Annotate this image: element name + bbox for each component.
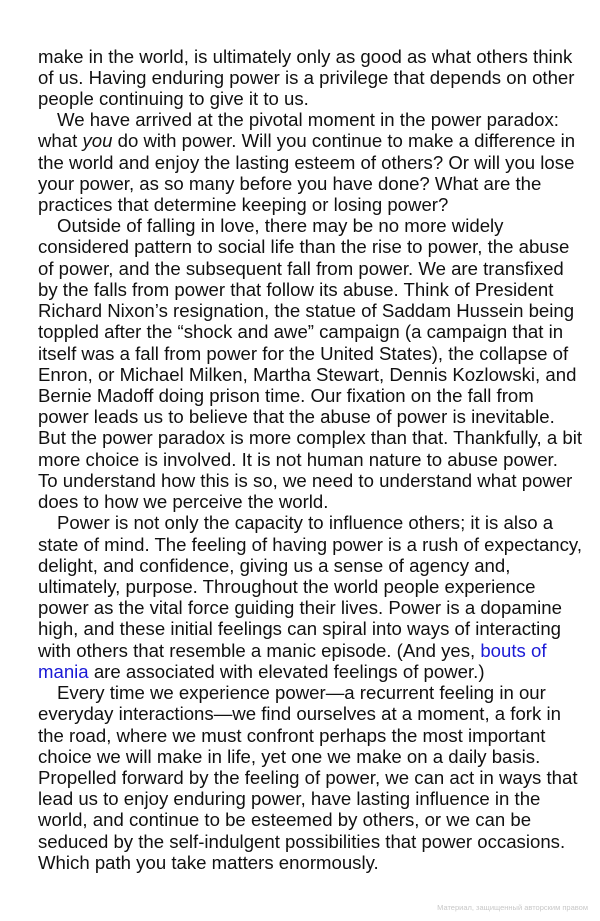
text-segment: by the falls from power that follow its abuse. Think of President <box>38 278 554 300</box>
text-segment: Enron, or Michael Milken, Martha Stewart, Dennis Kozlowski, and <box>38 363 577 385</box>
text-line <box>38 258 564 279</box>
text-line <box>57 682 546 703</box>
text-line <box>38 767 578 788</box>
text-segment: do with power. Will you continue to make a difference in <box>112 130 576 152</box>
bouts-of-mania-link[interactable]: bouts of <box>480 639 547 661</box>
text-segment: Every time we experience power—a recurrent feeling in our <box>57 682 546 704</box>
text-segment: Power is not only the capacity to influence others; it is also a <box>57 512 554 534</box>
text-line <box>38 703 561 724</box>
text-line <box>38 449 558 470</box>
text-segment: world, and continue to be esteemed by others, or we can be <box>38 809 532 831</box>
text-line <box>57 512 553 533</box>
text-segment: To understand how this is so, we need to understand what power <box>38 469 573 491</box>
text-line <box>38 852 379 873</box>
text-line <box>38 300 574 321</box>
text-line <box>38 661 485 682</box>
emphasis-text: you <box>82 130 113 152</box>
text-line <box>38 46 572 67</box>
text-line <box>38 236 569 257</box>
text-line <box>38 555 510 576</box>
text-line <box>38 470 572 491</box>
text-segment: lead us to enjoy enduring power, have lasting influence in the <box>38 788 541 810</box>
text-segment: your power, as so many before you have done? What are the <box>38 172 542 194</box>
text-line <box>38 809 531 830</box>
text-line <box>38 576 536 597</box>
text-segment: the road, where we must confront perhaps the most important <box>38 724 546 746</box>
text-line <box>38 385 534 406</box>
text-segment: what <box>38 130 83 152</box>
text-line <box>38 597 562 618</box>
text-segment: power leads us to believe that the abuse of power is inevitable. <box>38 406 555 428</box>
text-segment: We have arrived at the pivotal moment in the power paradox: <box>57 109 559 131</box>
text-segment: Outside of falling in love, there may be no more widely <box>57 215 504 237</box>
text-line <box>38 491 328 512</box>
text-segment: delight, and confidence, giving us a sense of agency and, <box>38 554 511 576</box>
text-segment: does to how we perceive the world. <box>38 491 329 513</box>
text-segment: choice we will make in life, yet one we make on a daily basis. <box>38 745 541 767</box>
text-line <box>38 67 574 88</box>
text-line <box>38 152 574 173</box>
text-segment: considered pattern to social life than the rise to power, the abuse <box>38 236 570 258</box>
text-line <box>38 194 448 215</box>
text-segment: ultimately, purpose. Throughout the world people experience <box>38 576 536 597</box>
text-segment: Richard Nixon’s resignation, the statue of Saddam Hussein being <box>38 300 575 322</box>
text-segment: But the power paradox is more complex than that. Thankfully, a bit <box>38 427 582 449</box>
text-segment: itself was a fall from power for the United States), the collapse of <box>38 342 569 364</box>
text-line <box>38 788 540 809</box>
text-segment: seduced by the self-indulgent possibilities that power occasions. <box>38 830 566 852</box>
text-segment: Bernie Madoff doing prison time. Our fixation on the fall from <box>38 385 534 407</box>
bouts-of-mania-link[interactable]: mania <box>38 660 89 682</box>
text-line <box>57 215 503 236</box>
text-segment: of power, and the subsequent fall from power. We are transfixed <box>38 257 564 279</box>
text-line <box>38 364 576 385</box>
text-segment: practices that determine keeping or losing power? <box>38 194 449 216</box>
text-line <box>38 173 541 194</box>
text-line <box>38 725 545 746</box>
text-line <box>38 406 555 427</box>
text-segment: of us. Having enduring power is a privilege that depends on other <box>38 66 575 88</box>
text-segment: everyday interactions—we find ourselves at a moment, a fork in <box>38 703 561 725</box>
text-line <box>38 746 540 767</box>
text-line <box>38 343 568 364</box>
text-line <box>38 618 561 639</box>
copyright-watermark: Материал, защищенный авторским правом <box>437 903 588 912</box>
text-segment: Which path you take matters enormously. <box>38 851 379 873</box>
text-line <box>38 321 563 342</box>
text-segment: more choice is involved. It is not human nature to abuse power. <box>38 448 558 470</box>
text-line <box>38 130 575 151</box>
text-segment: Propelled forward by the feeling of power, we can act in ways that <box>38 766 578 788</box>
text-line <box>38 640 547 661</box>
text-line <box>38 427 582 448</box>
text-line <box>38 831 565 852</box>
text-segment: people continuing to give it to us. <box>38 87 309 109</box>
text-line <box>57 109 559 130</box>
text-line <box>38 279 553 300</box>
text-segment: state of mind. The feeling of having power is a rush of expectancy, <box>38 533 583 555</box>
text-segment: make in the world, is ultimately only as good as what others think <box>38 45 573 67</box>
text-segment: with others that resemble a manic episode. (And yes, <box>38 639 481 661</box>
text-segment: high, and these initial feelings can spiral into ways of interacting <box>38 618 561 640</box>
text-segment: the world and enjoy the lasting esteem of others? Or will you lose <box>38 151 575 173</box>
text-segment: are associated with elevated feelings of power.) <box>88 660 485 682</box>
text-segment: power as the vital force guiding their lives. Power is a dopamine <box>38 597 562 619</box>
text-line <box>38 534 582 555</box>
text-segment: toppled after the “shock and awe” campaign (a campaign that in <box>38 321 564 343</box>
text-line <box>38 88 309 109</box>
